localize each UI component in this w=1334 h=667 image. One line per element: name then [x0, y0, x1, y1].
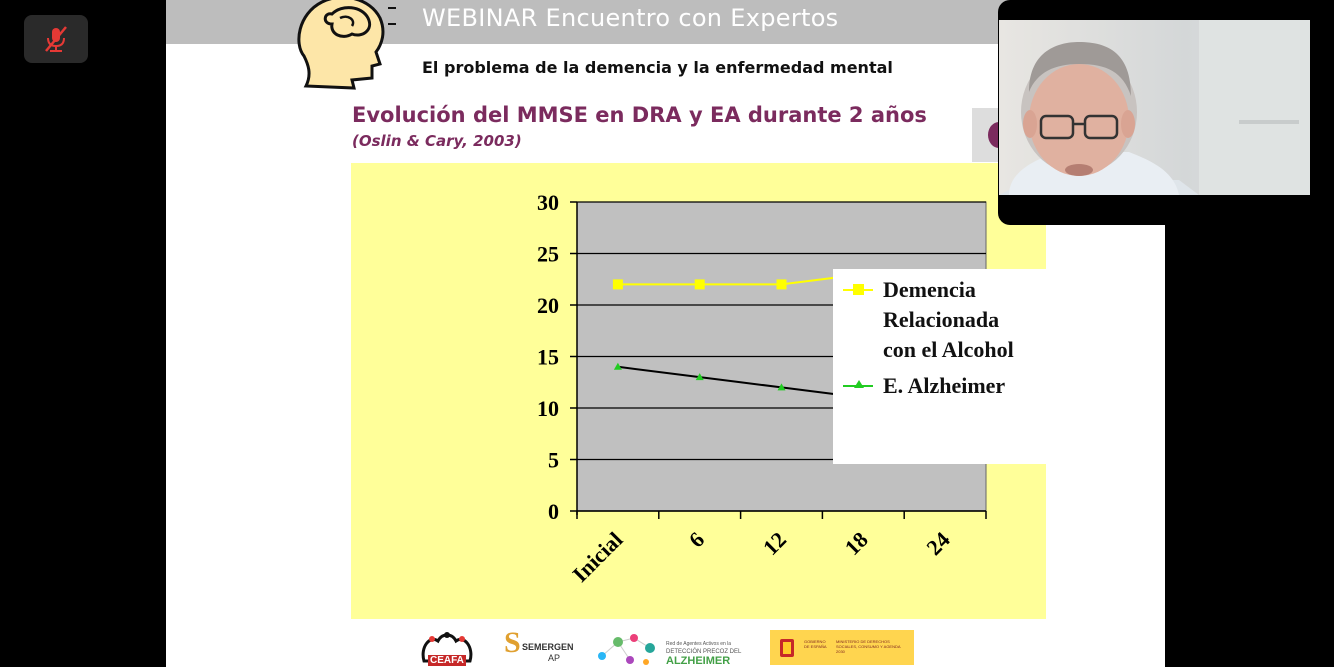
legend-label-dra-3: con el Alcohol [883, 337, 1014, 362]
webinar-title: WEBINAR Encuentro con Expertos [422, 4, 839, 32]
mute-button[interactable] [24, 15, 88, 63]
x-tick-label: 6 [683, 526, 710, 553]
y-tick-label: 25 [537, 241, 559, 267]
legend-item-dra [843, 275, 1014, 365]
ministerio-label: MINISTERIO DE DERECHOS SOCIALES, CONSUMO Y AGENDA 2030 [836, 639, 901, 654]
chart-citation: (Oslin & Cary, 2003) [352, 132, 522, 150]
x-tick-label: 24 [921, 526, 955, 561]
y-tick-label: 20 [537, 293, 559, 318]
legend-label-dra-1: Demencia [883, 277, 976, 302]
logo-red-agentes [594, 630, 754, 667]
red-line-3: ALZHEIMER [666, 655, 731, 667]
gobierno-label: GOBIERNO DE ESPAÑA [804, 639, 827, 649]
data-point-dra [613, 279, 623, 289]
chart-title: Evolución del MMSE en DRA y EA durante 2 años [352, 103, 927, 127]
y-tick-label: 15 [537, 344, 559, 370]
x-tick-label: 18 [839, 526, 873, 561]
slide-subtitle: El problema de la demencia y la enfermedad mental [422, 58, 893, 77]
speaker-video-feed [999, 20, 1310, 195]
legend-swatch-dra [843, 289, 873, 291]
semergen-label: SEMERGEN [522, 642, 574, 652]
x-tick-label: 12 [757, 526, 792, 561]
logo-ceafa [418, 631, 476, 667]
red-line-2: DETECCIÓN PRECOZ DEL [666, 649, 742, 655]
y-tick-label: 10 [537, 396, 559, 421]
legend-label-dra-2: Relacionada [883, 307, 1000, 332]
y-tick-label: 30 [537, 190, 559, 215]
ceafa-label: CEAFA [430, 655, 464, 666]
logo-gobierno [770, 630, 914, 665]
brain-head-icon [292, 0, 402, 90]
x-tick-label: Inicial [567, 526, 628, 587]
network-icon [594, 630, 666, 667]
coat-of-arms-icon [774, 635, 800, 661]
legend-label-ea: E. Alzheimer [883, 373, 1006, 398]
legend-item-ea [843, 371, 1005, 401]
chart-legend [833, 269, 1046, 464]
logo-semergen: S SEMERGEN AP [504, 626, 574, 663]
y-tick-label: 0 [548, 499, 559, 524]
y-tick-label: 5 [548, 447, 559, 473]
data-point-dra [777, 279, 787, 289]
speaker-video[interactable] [999, 20, 1310, 195]
legend-swatch-ea [843, 385, 873, 387]
red-line-1: Red de Agentes Activos en la [666, 641, 732, 647]
semergen-sub: AP [548, 653, 561, 663]
microphone-off-icon [41, 24, 71, 54]
data-point-dra [695, 279, 705, 289]
